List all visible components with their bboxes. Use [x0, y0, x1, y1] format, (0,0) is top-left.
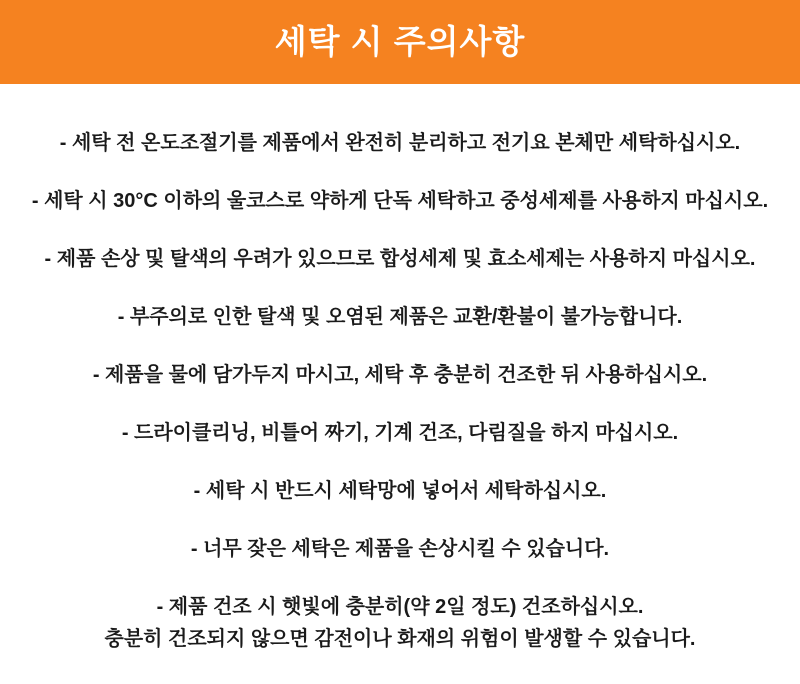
header-banner — [0, 0, 800, 84]
notice-list — [0, 84, 800, 652]
notice-line: - 너무 잦은 세탁은 제품을 손상시킬 수 있습니다. — [190, 538, 610, 560]
notice-line: - 세탁 시 30°C 이하의 울코스로 약하게 단독 세탁하고 중성세제를 사용하지 마십시오. — [31, 190, 769, 212]
notice-line: - 제품을 물에 담가두지 마시고, 세탁 후 충분히 건조한 뒤 사용하십시오. — [92, 364, 708, 386]
notice-final-line: - 제품 건조 시 햇빛에 충분히(약 2일 정도) 건조하십시오. — [156, 596, 644, 618]
notice-final-line-sub: 충분히 건조되지 않으면 감전이나 화재의 위험이 발생할 수 있습니다. — [104, 628, 696, 650]
notice-final-block — [30, 594, 770, 652]
notice-line: - 세탁 전 온도조절기를 제품에서 완전히 분리하고 전기요 본체만 세탁하십시오. — [59, 132, 741, 154]
notice-line: - 부주의로 인한 탈색 및 오염된 제품은 교환/환불이 불가능합니다. — [117, 306, 683, 328]
notice-line: - 제품 손상 및 탈색의 우려가 있으므로 합성세제 및 효소세제는 사용하지 마십시오. — [44, 248, 756, 270]
notice-line: - 드라이클리닝, 비틀어 짜기, 기계 건조, 다림질을 하지 마십시오. — [121, 422, 679, 444]
page-title: 세탁 시 주의사항 — [274, 22, 526, 60]
notice-line: - 세탁 시 반드시 세탁망에 넣어서 세탁하십시오. — [193, 480, 607, 502]
